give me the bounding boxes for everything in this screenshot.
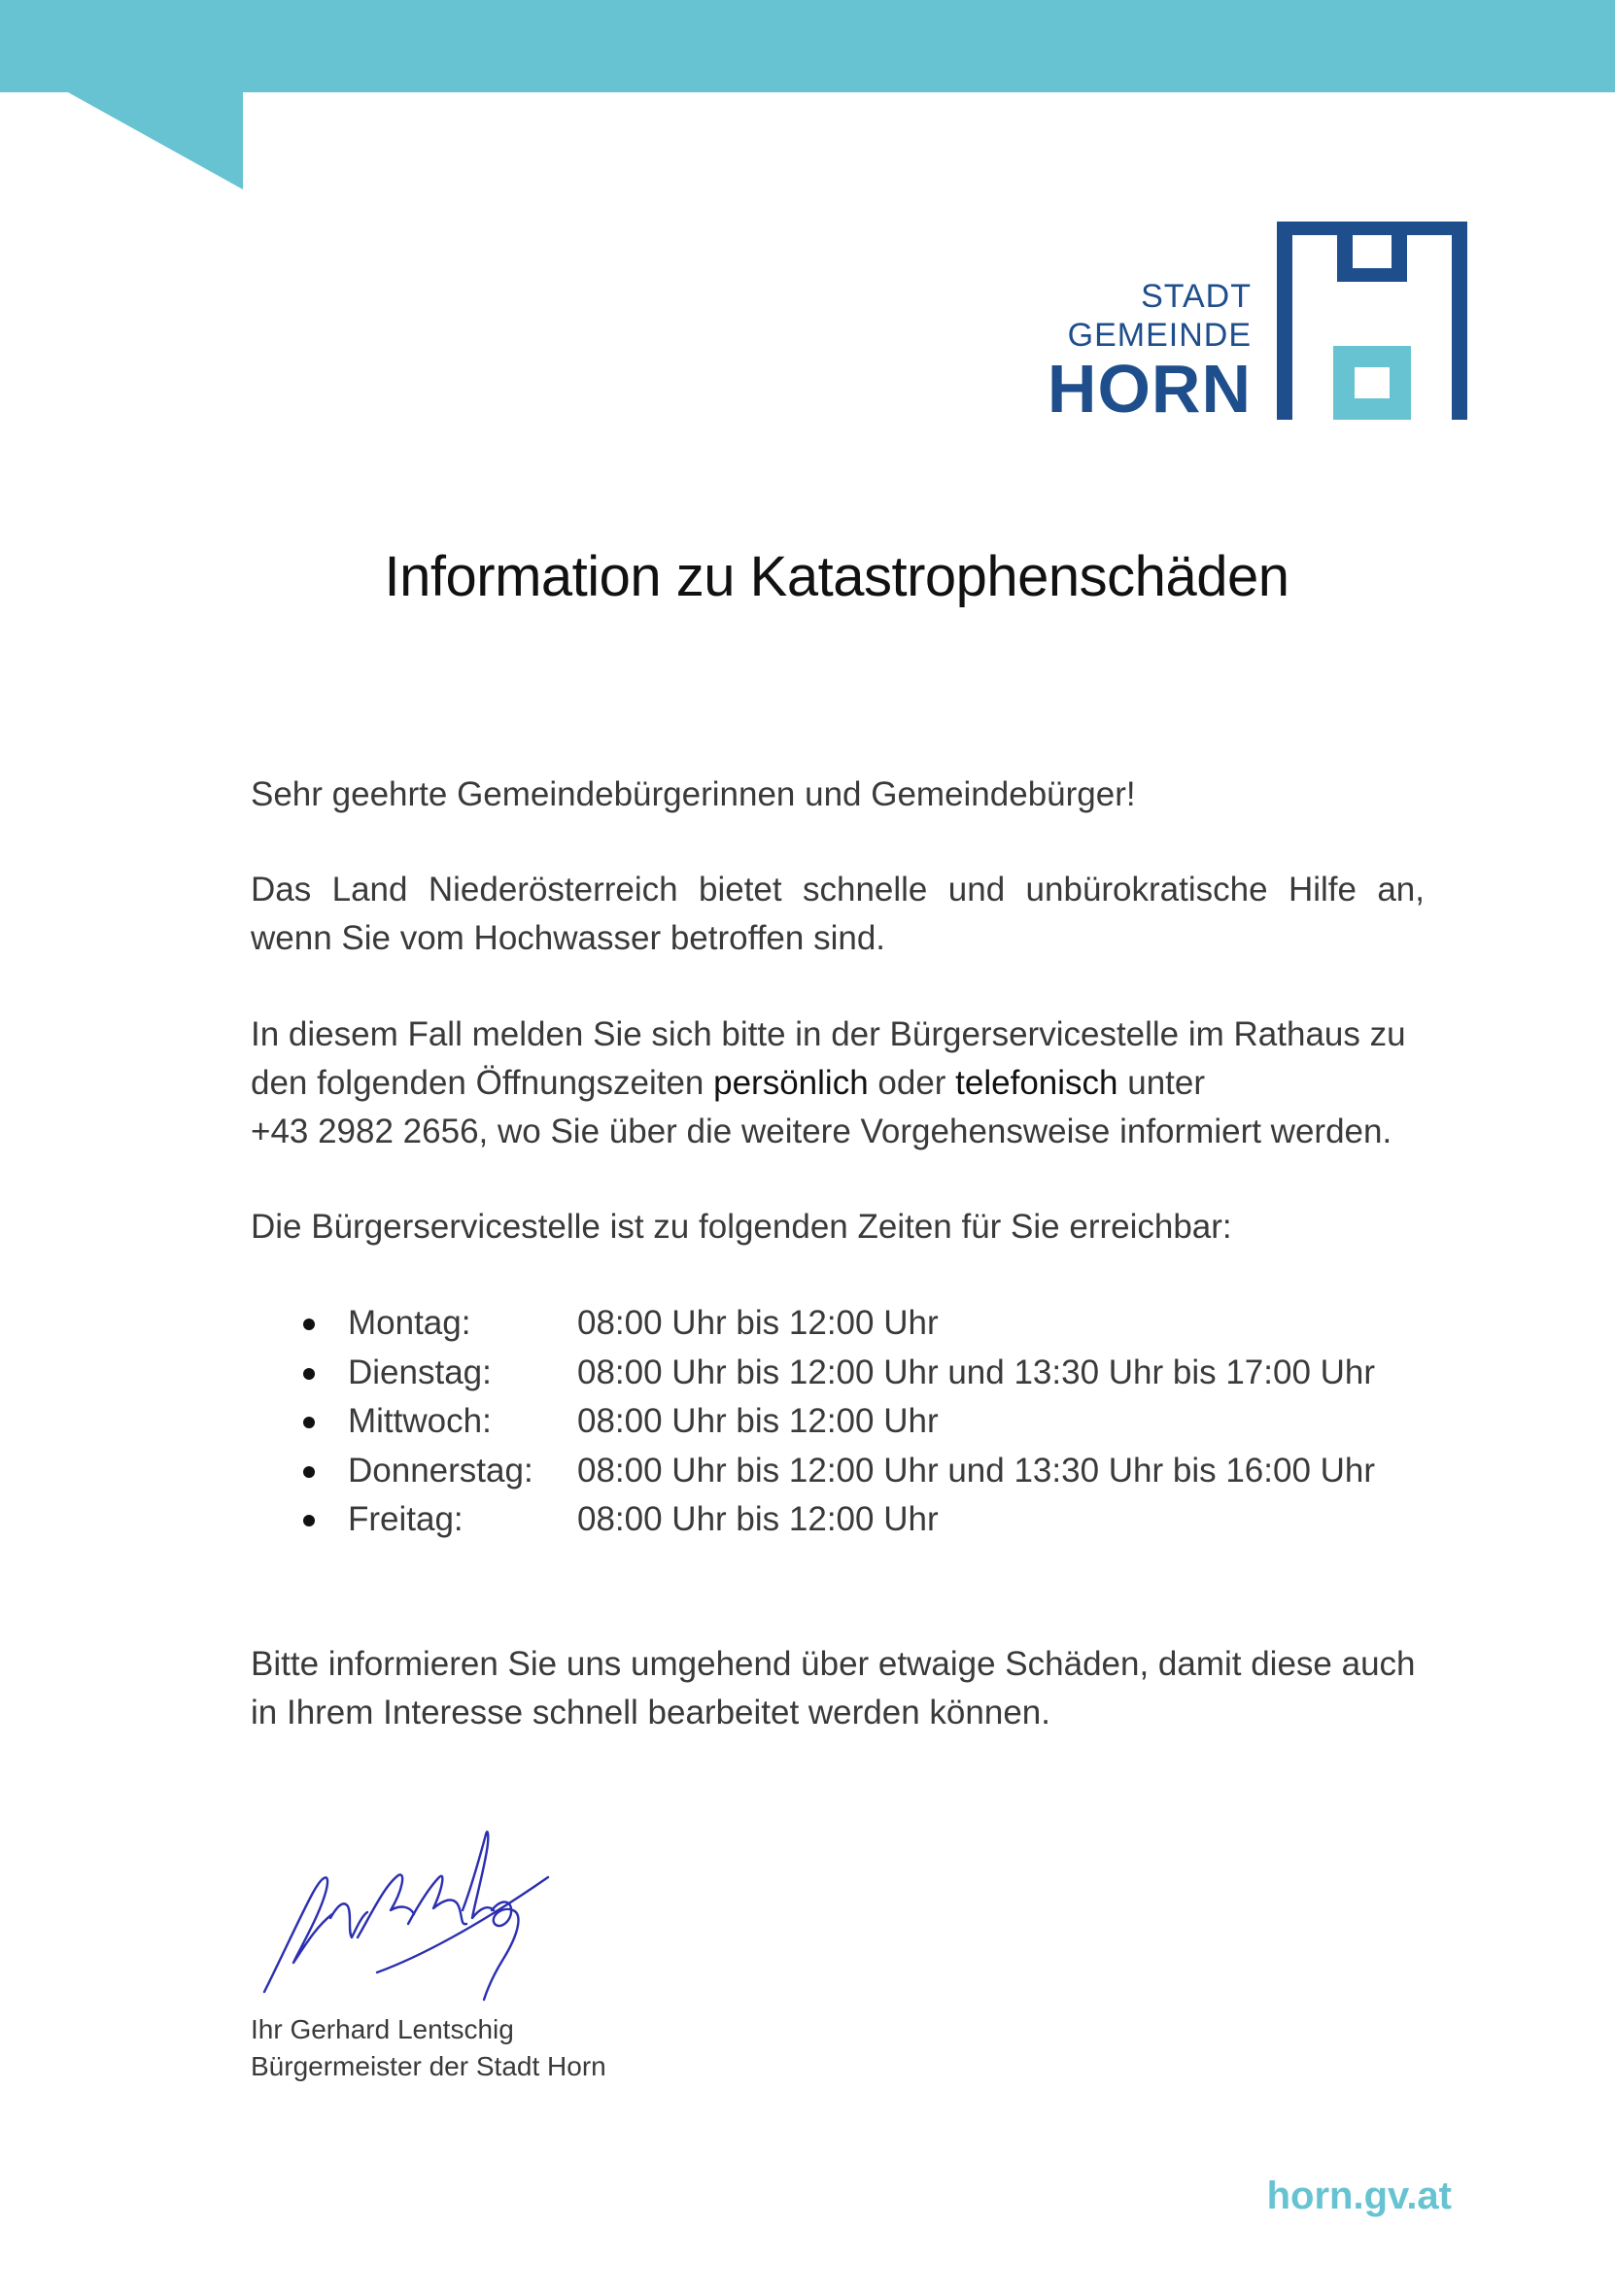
paragraph-land-help: Das Land Niederösterreich bietet schnelle und unbürokratische Hilfe an, wenn Sie vom Hochwasser betroffen sind. [251,871,1425,957]
hours-value: 08:00 Uhr bis 12:00 Uhr [577,1304,939,1342]
bullet-icon [303,1319,315,1330]
corner-fold-decoration [0,92,243,189]
logo-text-stadt: STADT [1141,278,1252,315]
hours-value: 08:00 Uhr bis 12:00 Uhr und 13:30 Uhr bis 17:00 Uhr [577,1353,1376,1391]
weekday-label: Freitag: [348,1500,464,1538]
signer-name: Ihr Gerhard Lentschig [251,2014,514,2044]
bullet-icon [303,1515,315,1526]
top-accent-band [0,0,1615,92]
contact-phone-line: +43 2982 2656, wo Sie über die weitere Vorgehensweise informiert werden. [251,1113,1392,1150]
weekday-label: Montag: [348,1304,471,1342]
document-title: Information zu Katastrophenschäden [384,545,1289,608]
list-item [292,1299,1375,1349]
weekday-label: Mittwoch: [348,1402,492,1440]
hours-value: 08:00 Uhr bis 12:00 Uhr und 13:30 Uhr bis 16:00 Uhr [577,1451,1376,1490]
logo-text-gemeinde: GEMEINDE [1067,317,1252,354]
contact-text-part2: oder [868,1064,956,1102]
bullet-icon [303,1466,315,1478]
weekday-label: Donnerstag: [348,1451,533,1490]
handwritten-signature-icon [255,1817,556,2011]
website-footer: horn.gv.at [1266,2175,1452,2217]
weekday-label: Dienstag: [348,1353,492,1391]
logo-text-horn: HORN [1047,351,1252,427]
logo-h-mark-icon [1277,222,1467,420]
contact-text-part1: In diesem Fall melden Sie sich bitte in der Bürgerservicestelle im Rathaus zu den folgenden Öffnungszeiten [251,1015,1406,1102]
contact-text-part3: unter [1117,1064,1205,1102]
paragraph-reachability: Die Bürgerservicestelle ist zu folgenden Zeiten für Sie erreichbar: [251,1208,1232,1246]
hours-value: 08:00 Uhr bis 12:00 Uhr [577,1500,939,1538]
paragraph-closing: Bitte informieren Sie uns umgehend über etwaige Schäden, damit diese auch in Ihrem Interesse schnell bearbeitet werden können. [251,1645,1416,1731]
list-item [292,1495,1375,1545]
paragraph-contact [251,1011,1425,1156]
hours-value: 08:00 Uhr bis 12:00 Uhr [577,1402,939,1440]
stadtgemeinde-horn-logo [1030,222,1467,426]
list-item [292,1447,1375,1496]
signer-role: Bürgermeister der Stadt Horn [251,2051,606,2081]
bullet-icon [303,1417,315,1428]
contact-word-telefonisch: telefonisch [955,1064,1118,1102]
greeting: Sehr geehrte Gemeindebürgerinnen und Gemeindebürger! [251,775,1136,813]
opening-hours-list [292,1299,1375,1545]
bullet-icon [303,1368,315,1380]
list-item [292,1349,1375,1398]
contact-word-persoenlich: persönlich [713,1064,869,1102]
list-item [292,1397,1375,1447]
